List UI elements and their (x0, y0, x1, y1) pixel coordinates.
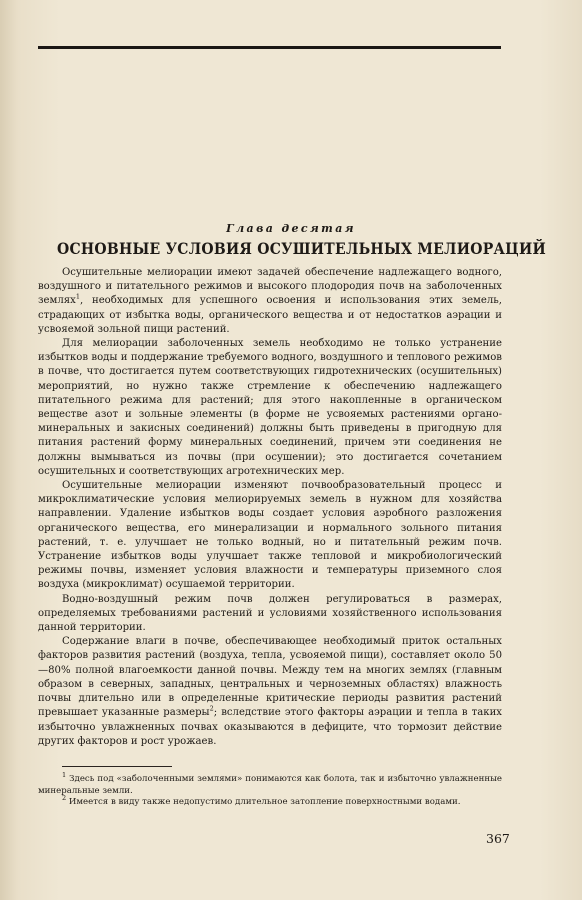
paragraph-5 (38, 635, 502, 749)
paragraph-3: Осушительные мелиорации изменяют почвообразовательный процесс и микроклиматические условия мелиорируемых земель в нужном для хозяйства направлении. Удаление избытков воды создает условия аэробного разложения органического вещества, его минерализации и нормального зольного питания растений, т. е. улучшает не только водный, но и питательный режим почв. Устранение избытков воды улучшает также тепловой и микробиологический режимы почвы, изменяет условия влажности и температуры приземного слоя воздуха (микроклимат) осушаемой территории. (38, 480, 502, 591)
body-text (38, 266, 502, 749)
footnote-2-marker: 2 (62, 794, 67, 803)
paragraph-5-text: Содержание влаги в почве, обеспечивающее необходимый приток остальных факторов развития растений (воздуха, тепла, усвояемой пищи), составляет около 50—80% полной влагоемкости данной почвы. Между тем на многих землях (главным образом в северных, западных, центральных и черноземных областях) влажность почвы длительно или в определенные критические периоды развития растений превышает указанные размеры (38, 636, 502, 719)
paragraph-1 (38, 266, 502, 337)
footnote-ref-2: 2 (209, 704, 214, 713)
paragraph-1-text: Осушительные мелиорации имеют задачей обеспечение надлежащего водного, воздушного и питательного режимов и высокого плодородия почв на заболоченных землях (38, 267, 502, 307)
page-number: 367 (486, 831, 510, 846)
chapter-title: ОСНОВНЫЕ УСЛОВИЯ ОСУШИТЕЛЬНЫХ МЕЛИОРАЦИЙ (56, 240, 547, 258)
footnote-1-text: Здесь под «заболоченными землями» понимаются как болота, так и избыточно увлажненные минеральные земли. (38, 774, 502, 796)
footnote-2 (38, 794, 502, 809)
paragraph-1-text-cont: , необходимых для успешного освоения и использования этих земель, страдающих от избытка воды, органического вещества и от недостатков аэрации и усвояемой зольной пищи растений. (38, 295, 502, 335)
chapter-label: Глава десятая (226, 222, 356, 235)
footnotes (38, 771, 502, 809)
paragraph-4: Водно-воздушный режим почв должен регулироваться в размерах, определяемых требованиями растений и условиями хозяйственного использования данной территории. (38, 593, 502, 634)
footnote-rule (62, 766, 172, 767)
paragraph-2: Для мелиорации заболоченных земель необходимо не только устранение избытков воды и поддержание требуемого водного, воздушного и теплового режимов в почве, что достигается путем соответствующих гидротехнических (осушительных) мероприятий, но нужно также стремление к обеспечению надлежащего питательного режима для растений; для этого накопленные в органическом веществе азот и зольные элементы (в форме не усвояемых растениями органо-минеральных и закисных соединений) должны быть приведены в пригодную для питания растений форму минеральных соединений, причем эти соединения не должны вымываться из почвы (при осушении); это достигается сочетанием осушительных и соответствующих агротехнических мер. (38, 338, 502, 477)
footnote-1 (38, 771, 502, 797)
footnote-1-marker: 1 (62, 771, 67, 780)
footnote-2-text: Имеется в виду также недопустимо длительное затопление поверхностными водами. (68, 797, 461, 808)
footnote-ref-1: 1 (75, 293, 80, 302)
top-rule (38, 46, 501, 49)
paragraph-5-text-cont: ; вследствие этого факторы аэрации и тепла в таких избыточно увлажненных почвах оказываются в дефиците, что тормозит действие других факторов и рост урожаев. (38, 707, 502, 747)
